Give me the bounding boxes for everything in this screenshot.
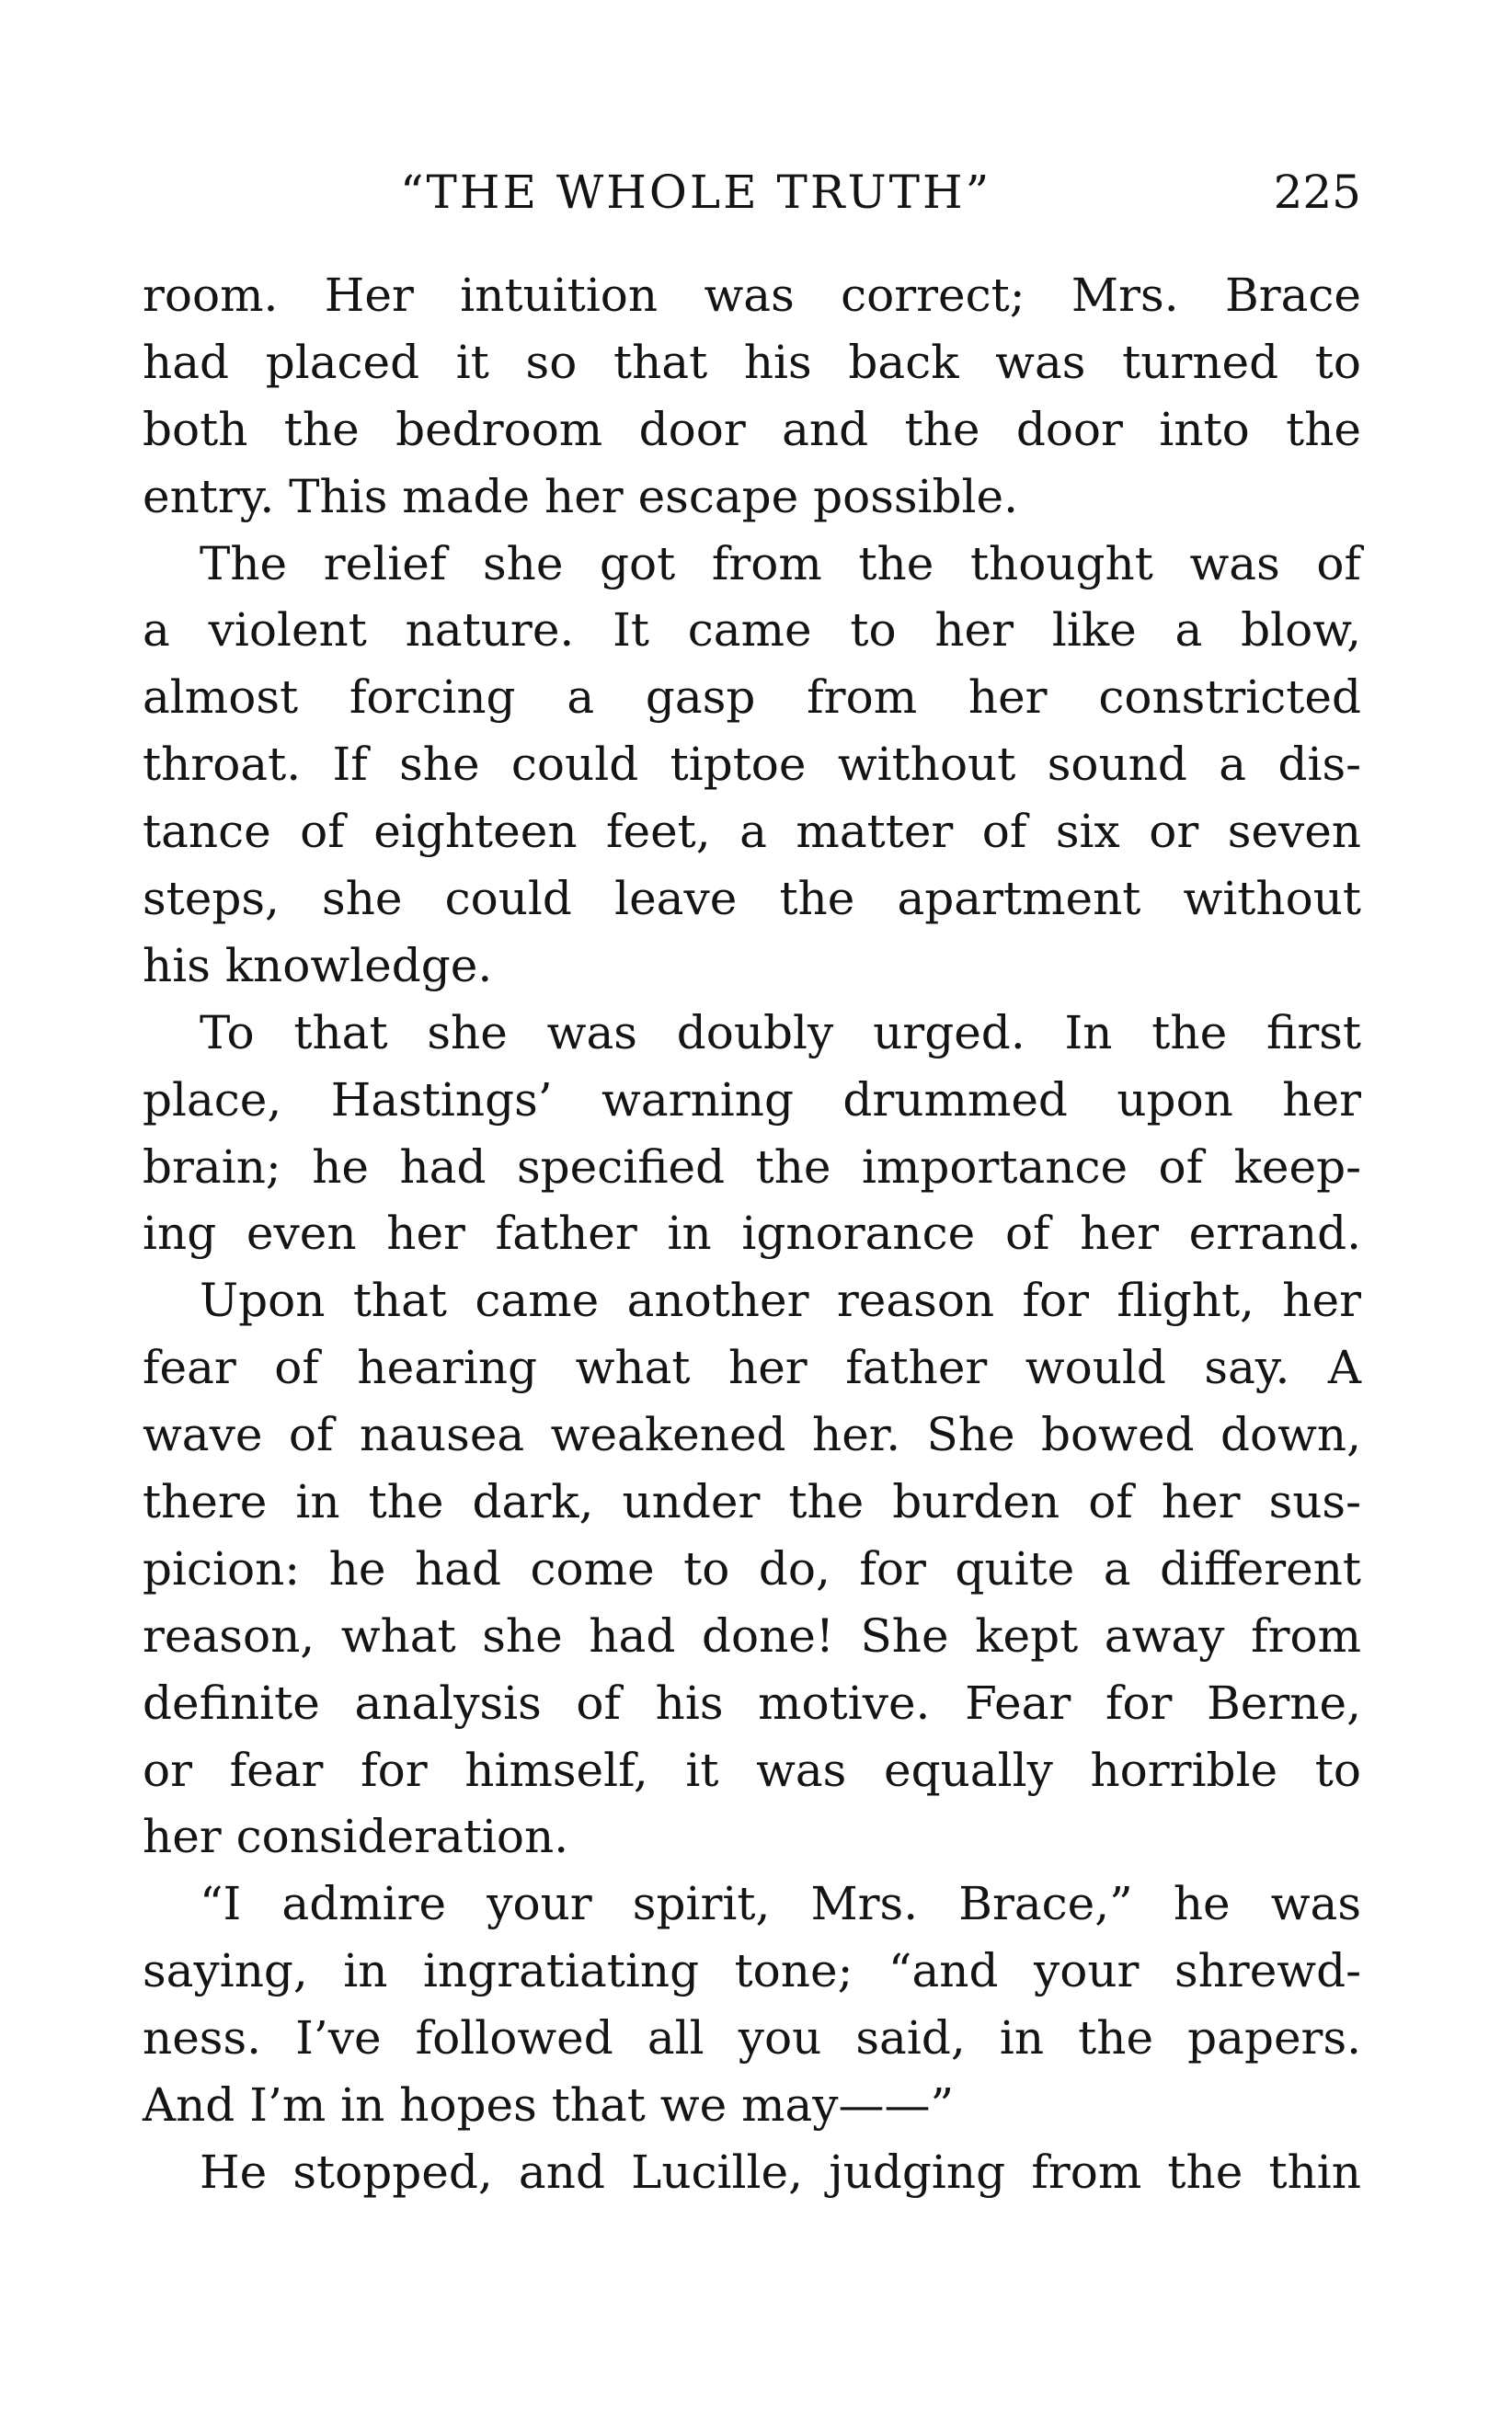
text-line: He stopped, and Lucille, judging from the thin (200, 2145, 1361, 2199)
text-line: room. Her intuition was correct; Mrs. Brace (143, 269, 1361, 322)
text-line: wave of nausea weakened her. She bowed down, (143, 1408, 1361, 1462)
text-line: a violent nature. It came to her like a blow, (143, 603, 1361, 658)
text-line: The relief she got from the thought was of (200, 536, 1361, 590)
page-number: 225 (1273, 166, 1361, 219)
text-line: throat. If she could tiptoe without sound a dis- (143, 738, 1361, 792)
running-head: “THE WHOLE TRUTH” (400, 166, 992, 219)
text-line: To that she was doubly urged. In the first (200, 1005, 1361, 1059)
text-line: both the bedroom door and the door into the (143, 402, 1361, 456)
text-line: “I admire your spirit, Mrs. Brace,” he was (200, 1877, 1361, 1931)
text-line: saying, in ingratiating tone; “and your shrewd- (143, 1944, 1361, 1998)
text-line: Upon that came another reason for flight, her (200, 1274, 1361, 1328)
text-line: or fear for himself, it was equally horrible to (143, 1743, 1361, 1797)
page-header (143, 166, 1361, 239)
text-line: fear of hearing what her father would say. A (143, 1341, 1361, 1395)
text-line: And I’m in hopes that we may——” (143, 2078, 955, 2133)
text-line: had placed it so that his back was turned to (143, 335, 1361, 389)
text-line: tance of eighteen feet, a matter of six or seven (143, 805, 1361, 859)
text-line: definite analysis of his motive. Fear for Berne, (143, 1676, 1361, 1730)
text-line: almost forcing a gasp from her constricted (143, 670, 1361, 725)
text-line: her consideration. (143, 1810, 569, 1864)
text-line: entry. This made her escape possible. (143, 469, 1019, 523)
body-text (143, 262, 1361, 2206)
text-line: place, Hastings’ warning drummed upon her (143, 1072, 1361, 1127)
text-line: ness. I’ve followed all you said, in the papers. (143, 2011, 1361, 2066)
text-line: reason, what she had done! She kept away from (143, 1608, 1361, 1663)
text-line: his knowledge. (143, 938, 493, 992)
text-line: steps, she could leave the apartment without (143, 872, 1361, 926)
text-line: picion: he had come to do, for quite a different (143, 1541, 1361, 1596)
text-line: there in the dark, under the burden of her sus- (143, 1475, 1361, 1529)
text-line: brain; he had specified the importance of keep- (143, 1139, 1361, 1194)
text-line: ing even her father in ignorance of her errand. (143, 1207, 1361, 1261)
